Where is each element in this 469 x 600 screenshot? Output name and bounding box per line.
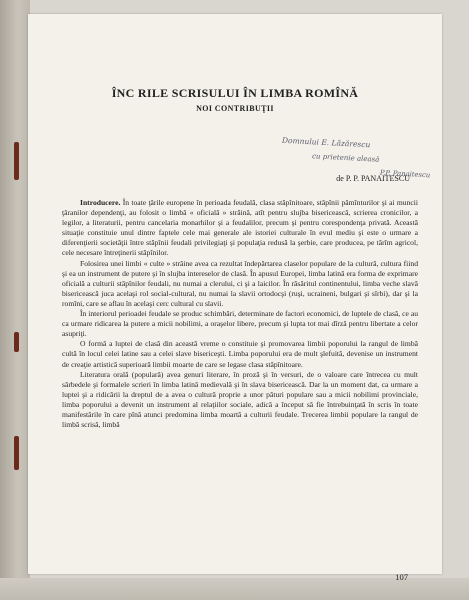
page-title: ÎNC RILE SCRISULUI ÎN LIMBA ROMÎNĂ	[111, 86, 359, 100]
author-byline: de P. P. PANAITESCU	[336, 174, 410, 183]
paragraph	[62, 370, 418, 431]
handwritten-signature: P.P. Panaitescu	[379, 168, 431, 180]
paragraph	[62, 259, 418, 309]
binding-thread	[14, 142, 19, 180]
paragraph	[62, 339, 418, 369]
paragraph-text: O formă a luptei de clasă din această vreme o constituie şi promovarea limbii poporului la rangul de limbă cultă în locul celei latine sau a celei slave bisericeşti. Limba poporului era de mult şlefuită, devenise un instrument de creaţie artistică superioară limbii moarte de care se legase clasa stăpînitoare.	[62, 339, 418, 369]
paragraph-text: În toate ţările europene în perioada feudală, clasa stăpînitoare, stăpînii pămînturilor şi ai muncii ţăranilor dependenţi, au folosit o limbă « oficială » străină, atît pentru slujba bisericească, scrierea cronicilor, a legilor, a literaturii, pentru cancelaria monarhilor şi a feudalilor, precum şi pentru corespondenţa privată. Această situaţie constituie unul dintre faptele cele mai generale ale istoriei culturale în evul mediu şi este o urmare a diferenţierii societăţii între stăpînii feudali privilegiaţi şi populaţia redusă la şerbie, care producea, pe tărîm agricol, cele necesare întreţinerii stăpînilor.	[62, 198, 418, 258]
paragraph-lead: Introducere.	[80, 198, 121, 207]
binding-thread	[14, 332, 19, 352]
handwritten-dedication-line-2: cu prietenie aleasă	[311, 152, 380, 164]
paragraph-text: În interiorul perioadei feudale se produc schimbări, determinate de factori economici, de luptele de clasă, ce au ca urmare ridicarea la putere a micii nobilimi, a oraşelor libere, precum şi lupta tot mai dîrză pentru libertate a celor asupriţi.	[62, 309, 418, 339]
binding-thread	[14, 436, 19, 470]
document-page	[28, 14, 442, 582]
article-body	[62, 198, 418, 430]
handwritten-dedication-line-1: Domnului E. Lăzărescu	[281, 135, 371, 150]
paragraph	[62, 309, 418, 339]
paragraph	[62, 198, 418, 259]
paragraph-text: Folosirea unei limbi « culte » străine avea ca rezultat îndepărtarea claselor populare de la cultură, cultura fiind şi ea un instrument de putere şi în slujba intereselor de clasă. În apusul Europei, limba latină era forma de exprimare oficială a culturii stăpînilor feudali, nu numai a clerului, ci şi a laicilor. În răsăritul continentului, limba veche slavă bisericească juca acelaşi rol social-cultural, nu numai la slavii ortodocşi (ruşi, ucraineni, bulgari şi sîrbi), dar şi la romîni, care se aflau în acelaşi cerc cultural cu slavii.	[62, 258, 418, 308]
book-spine	[0, 0, 30, 600]
paragraph-text: Literatura orală (populară) avea genuri literare, în proză şi în versuri, de o valoare care întrecea cu mult sărbedele şi formalele scrieri în limba latină medievală şi în slava bisericească. Dar la un moment dat, ca urmare a luptei şi a ridicării la dreptul de a avea o cultură proprie a unor pături populare sau a micii nobilimi provinciale, limba poporului a devenit un instrument al relaţiilor sociale, adică a început să fie întrebuinţată în scris în toate manifestările în care pînă atunci predomina limba moartă a culturii feudale. Trecerea limbii populare la rangul de limbă scrisă, limbă	[62, 369, 418, 430]
page-number: 107	[395, 572, 408, 582]
page-subtitle: NOI CONTRIBUŢII	[196, 104, 274, 113]
